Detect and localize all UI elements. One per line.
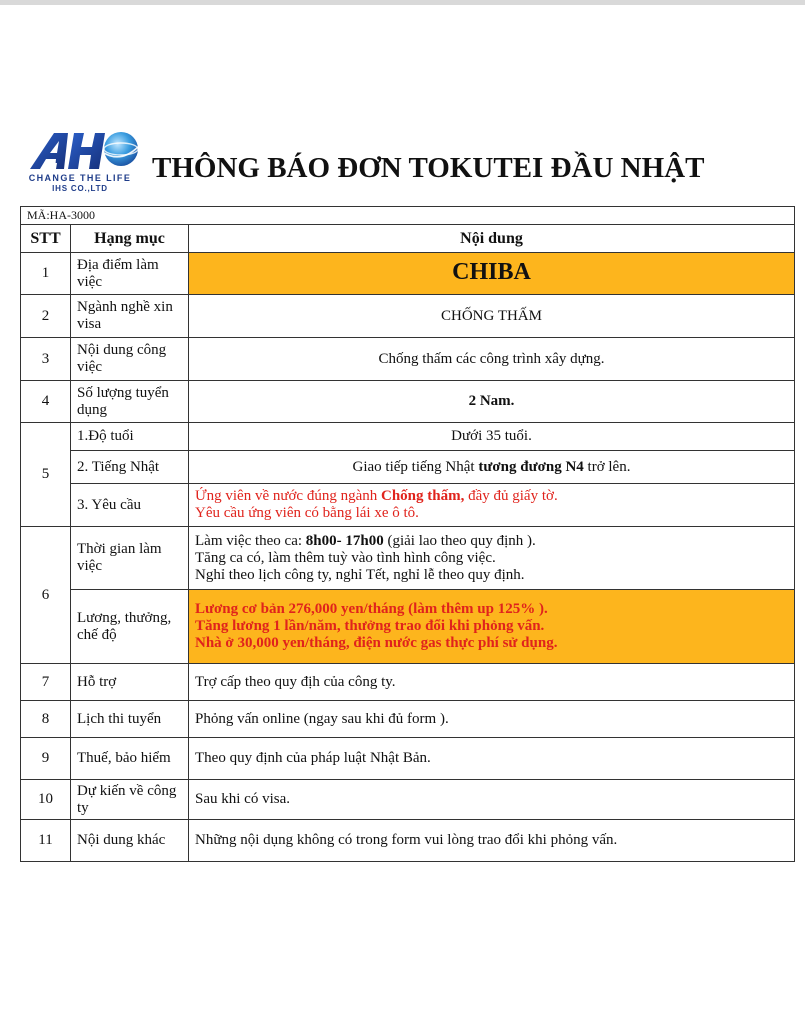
row-content: CHỐNG THẤM: [189, 295, 795, 338]
job-info-table: [20, 206, 795, 862]
text-segment: đầy đủ giấy tờ.: [464, 488, 558, 504]
row-category: 3. Yêu cầu: [71, 484, 189, 527]
header-stt: STT: [21, 225, 71, 253]
row-number: 7: [21, 664, 71, 701]
salary-line: Lương cơ bản 276,000 yen/tháng (làm thêm up 125% ).: [195, 601, 548, 617]
row-content: Sau khi có visa.: [189, 780, 795, 820]
table-row: [21, 451, 795, 484]
logo-tagline: CHANGE THE LIFE: [28, 173, 132, 183]
row-category: Số lượng tuyển dụng: [71, 381, 189, 423]
row-category: Dự kiến về công ty: [71, 780, 189, 820]
row-number: 9: [21, 738, 71, 780]
table-row: [21, 590, 795, 664]
row-content: Phỏng vấn online (ngay sau khi đủ form ).: [189, 701, 795, 738]
row-content: Những nội dụng không có trong form vui lòng trao đổi khi phỏng vấn.: [189, 820, 795, 862]
row-content: [189, 590, 795, 664]
code-row: [21, 207, 795, 225]
text-segment: (giải lao theo quy định ).: [383, 532, 536, 549]
text-segment-bold: tương đương N4: [478, 458, 584, 475]
row-number: 5: [21, 423, 71, 527]
row-content: Theo quy định của pháp luật Nhật Bản.: [189, 738, 795, 780]
row-number: 3: [21, 338, 71, 381]
location-value: CHIBA: [452, 258, 531, 285]
job-code: MÃ:HA-3000: [21, 207, 795, 225]
row-category: Thời gian làm việc: [71, 527, 189, 590]
text-segment-bold: Chống thấm,: [381, 488, 465, 504]
row-category: 2. Tiếng Nhật: [71, 451, 189, 484]
row-category: Thuế, bảo hiểm: [71, 738, 189, 780]
table-row: [21, 780, 795, 820]
row-content: [189, 484, 795, 527]
table-row: [21, 527, 795, 590]
row-category: Địa điểm làm việc: [71, 253, 189, 295]
row-content: Chống thấm các công trình xây dựng.: [189, 338, 795, 381]
document-title: THÔNG BÁO ĐƠN TOKUTEI ĐẦU NHẬT: [152, 152, 705, 184]
company-logo: [24, 129, 140, 197]
logo-company-name: IHS CO.,LTD: [52, 184, 108, 193]
work-time-line: Nghỉ theo lịch công ty, nghỉ Tết, nghỉ lễ theo quy định.: [195, 566, 525, 583]
text-segment: Ứng viên về nước đúng ngành: [195, 488, 381, 504]
row-category: Ngành nghề xin visa: [71, 295, 189, 338]
table-row: [21, 664, 795, 701]
requirement-line: [195, 488, 788, 505]
header-category: Hạng mục: [71, 225, 189, 253]
ahi-logo-icon: [28, 129, 140, 173]
work-time-line: [195, 533, 788, 550]
table-row: [21, 253, 795, 295]
table-header-row: [21, 225, 795, 253]
row-number: 2: [21, 295, 71, 338]
table-row: [21, 338, 795, 381]
row-category: Lương, thưởng, chế độ: [71, 590, 189, 664]
row-content: [189, 253, 795, 295]
row-category: Nội dung khác: [71, 820, 189, 862]
row-number: 11: [21, 820, 71, 862]
row-number: 10: [21, 780, 71, 820]
table-row: [21, 484, 795, 527]
row-number: 4: [21, 381, 71, 423]
row-number: 8: [21, 701, 71, 738]
row-content: Trợ cấp theo quy địh của công ty.: [189, 664, 795, 701]
header-content: Nội dung: [189, 225, 795, 253]
salary-line: Tăng lương 1 lần/năm, thưởng trao đổi khi phỏng vấn.: [195, 618, 545, 634]
text-segment: Giao tiếp tiếng Nhật: [352, 458, 479, 475]
text-segment: trở lên.: [583, 458, 631, 475]
table-row: [21, 295, 795, 338]
salary-line: Nhà ở 30,000 yen/tháng, điện nước gas thực phí sử dụng.: [195, 635, 558, 651]
row-content: [189, 527, 795, 590]
row-category: Nội dung công việc: [71, 338, 189, 381]
work-time-line: Tăng ca có, làm thêm tuỳ vào tình hình công việc.: [195, 549, 496, 566]
table-row: [21, 423, 795, 451]
table-row: [21, 701, 795, 738]
row-content: [189, 451, 795, 484]
row-number: 1: [21, 253, 71, 295]
table-row: [21, 820, 795, 862]
row-category: 1.Độ tuổi: [71, 423, 189, 451]
table-row: [21, 381, 795, 423]
top-bar: [0, 0, 805, 5]
row-category: Lịch thi tuyển: [71, 701, 189, 738]
table-row: [21, 738, 795, 780]
row-content: Dưới 35 tuổi.: [189, 423, 795, 451]
text-segment-bold: 8h00- 17h00: [305, 532, 384, 549]
row-category: Hỗ trợ: [71, 664, 189, 701]
requirement-line: Yêu cầu ứng viên có bằng lái xe ô tô.: [195, 505, 419, 521]
row-number: 6: [21, 527, 71, 664]
row-content: 2 Nam.: [189, 381, 795, 423]
text-segment: Làm việc theo ca:: [195, 532, 306, 549]
